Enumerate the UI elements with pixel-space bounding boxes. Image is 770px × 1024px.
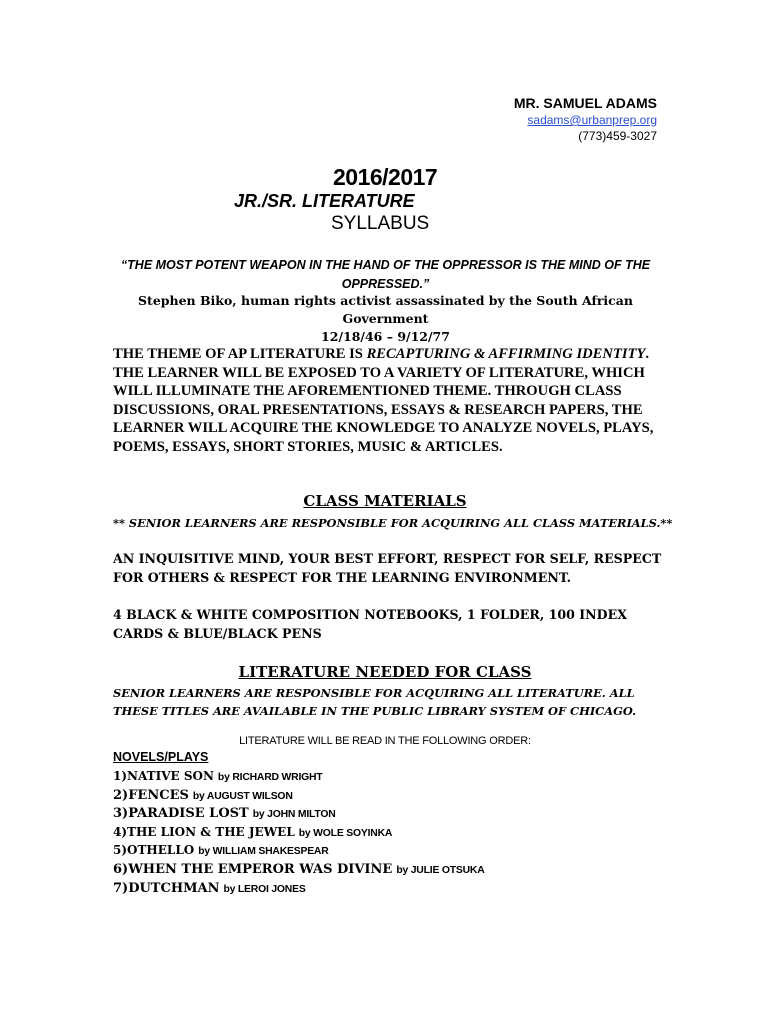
theme-emphasis: RECAPTURING & AFFIRMING IDENTITY: [366, 346, 646, 362]
phone-number: (773)459-3027: [578, 129, 657, 143]
novels-plays-heading: NOVELS/PLAYS: [113, 750, 209, 764]
book-title: 4)THE LION & THE JEWEL: [113, 824, 295, 839]
literature-note: SENIOR LEARNERS ARE RESPONSIBLE FOR ACQUIRING ALL LITERATURE. ALL THESE TITLES ARE AVAILABLE IN THE PUBLIC LIBRARY SYSTEM OF CHICAGO.: [113, 686, 637, 718]
list-item: [113, 841, 485, 860]
attribution-dates: 12/18/46 – 9/12/77: [321, 329, 450, 344]
list-item: [113, 804, 485, 823]
book-author: by AUGUST WILSON: [192, 790, 293, 802]
book-title: 1)NATIVE SON: [113, 769, 214, 783]
epigraph-quote: “THE MOST POTENT WEAPON IN THE HAND OF THE OPPRESSOR IS THE MIND OF THE OPPRESSED.”: [120, 258, 651, 291]
school-year: 2016/2017: [333, 164, 438, 190]
list-item: [113, 879, 485, 898]
email-link[interactable]: sadams@urbanprep.org: [527, 113, 657, 127]
attribution-text: Stephen Biko, human rights activist assassinated by the South African Government: [138, 293, 633, 326]
book-author: by RICHARD WRIGHT: [217, 772, 323, 783]
book-title: 6)WHEN THE EMPEROR WAS DIVINE: [113, 861, 393, 877]
document-title: SYLLABUS: [331, 213, 430, 234]
course-title: JR./SR. LITERATURE: [234, 191, 415, 211]
book-author: by JOHN MILTON: [252, 809, 336, 821]
book-author: by WOLE SOYINKA: [298, 827, 393, 839]
epigraph-attribution: [113, 292, 658, 346]
book-title: 3)PARADISE LOST: [113, 806, 249, 822]
book-title: 5)OTHELLO: [113, 843, 195, 858]
supplies-paragraph: 4 BLACK & WHITE COMPOSITION NOTEBOOKS, 1 FOLDER, 100 INDEX CARDS & BLUE/BLACK PENS: [113, 607, 627, 641]
list-item: [113, 860, 485, 879]
theme-paragraph: [113, 345, 658, 456]
teacher-name: MR. SAMUEL ADAMS: [513, 95, 657, 111]
literature-heading: LITERATURE NEEDED FOR CLASS: [238, 663, 532, 681]
list-item: [113, 786, 485, 805]
theme-prefix: THE THEME OF AP LITERATURE IS: [113, 346, 367, 362]
theme-rest: . THE LEARNER WILL BE EXPOSED TO A VARIETY OF LITERATURE, WHICH WILL ILLUMINATE THE AFOREMENTIONED THEME. THROUGH CLASS DISCUSSIONS, ORAL PRESENTATIONS, ESSAYS & RESEARCH PAPERS, THE LEARNER WILL ACQUIRE THE KNOWLEDGE TO ANALYZE NOVELS, PLAYS, POEMS, ESSAYS, SHORT STORIES, MUSIC & ARTICLES.: [113, 346, 654, 455]
book-title: 2)FENCES: [113, 787, 189, 803]
list-item: [113, 767, 485, 786]
class-materials-note: ** SENIOR LEARNERS ARE RESPONSIBLE FOR ACQUIRING ALL CLASS MATERIALS.**: [113, 516, 673, 530]
contact-block: [514, 95, 657, 144]
reading-order-line: LITERATURE WILL BE READ IN THE FOLLOWING ORDER:: [239, 735, 531, 747]
expectations-paragraph: AN INQUISITIVE MIND, YOUR BEST EFFORT, RESPECT FOR SELF, RESPECT FOR OTHERS & RESPECT FOR THE LEARNING ENVIRONMENT.: [113, 551, 662, 585]
book-title: 7)DUTCHMAN: [113, 880, 220, 896]
book-author: by LEROI JONES: [223, 883, 306, 895]
class-materials-heading: CLASS MATERIALS: [303, 492, 467, 510]
book-author: by JULIE OTSUKA: [396, 864, 485, 876]
book-author: by WILLIAM SHAKESPEAR: [198, 846, 329, 858]
list-item: [113, 823, 485, 842]
book-list: [113, 767, 485, 897]
